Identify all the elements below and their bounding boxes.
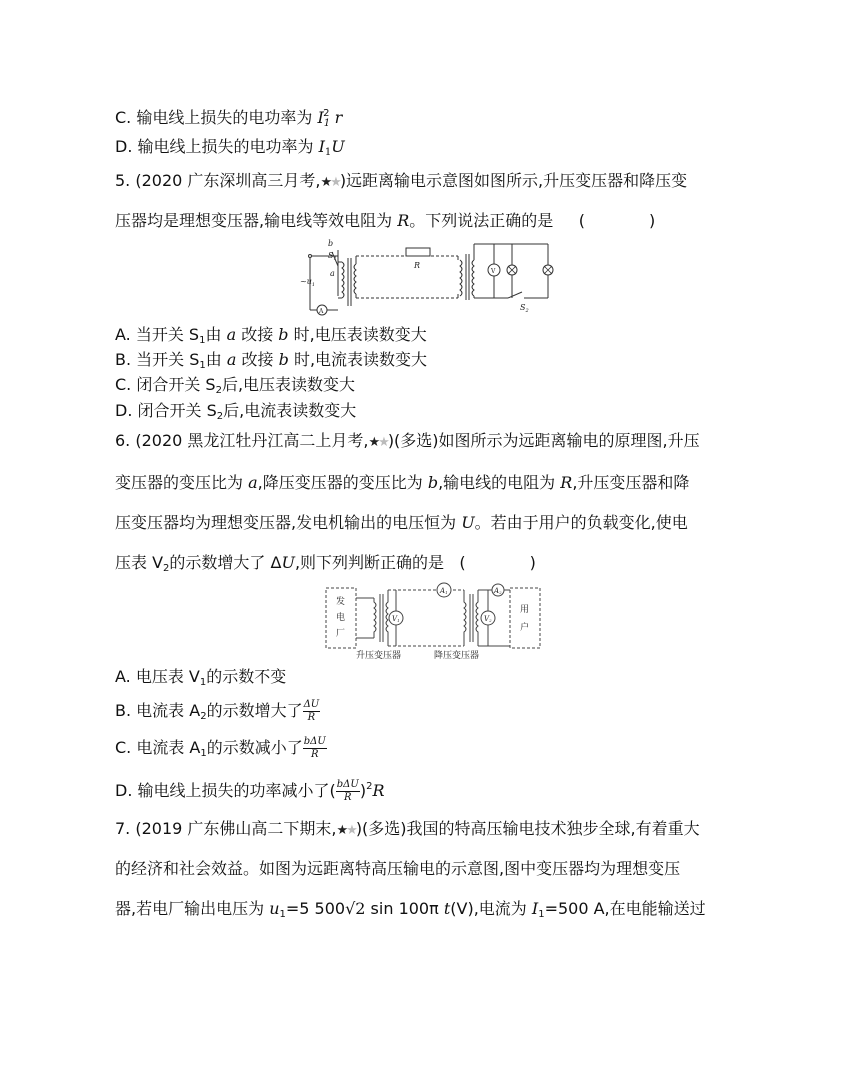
difficulty-star-icon: ★★ (368, 435, 388, 450)
q6-stem-line1: 6. (2020 黑龙江牡丹江高二上月考,★★)(多选)如图所示为远距离输电的原理图,升压 (115, 431, 700, 450)
q4-option-c: C. 输电线上损失的电功率为 $I_1^2$ r (115, 108, 343, 129)
q6-option-b: B. 电流表 $A_2$的示数增大了 $\frac{\Delta U}{R}$ (115, 699, 320, 723)
difficulty-star-icon: ★★ (336, 823, 356, 838)
svg-text:降压变压器: 降压变压器 (434, 651, 480, 661)
q6-option-d: D. 输电线上损失的功率减小了( $\frac{\text{bΔU}}{R}$ )$^2$R (115, 779, 385, 803)
q6-transmission-diagram (324, 580, 544, 662)
q6-stem-line3: 压变压器均为理想变压器,发电机输出的电压恒为 U。若由于用户的负载变化,使电 (115, 513, 688, 532)
q6-option-a: A. 电压表 $V_1$的示数不变 (115, 667, 287, 688)
q5-option-b: B. 当开关 $S_1$由 a 改接 b 时,电流表读数变大 (115, 350, 428, 371)
q7-stem-line3: 器,若电厂输出电压为 $u_1=5$ 500√2 sin 100π t(V),电流为 $I_1=500$ A,在电能输送过 (115, 899, 706, 920)
q7-stem-line2: 的经济和社会效益。如图为远距离特高压输电的示意图,图中变压器均为理想变压 (115, 859, 681, 878)
fraction: $\frac{\text{bΔU}}{R}$ (336, 779, 359, 803)
svg-text:S2: $S_2$ (520, 303, 529, 314)
svg-text:用: 用 (520, 605, 530, 615)
svg-text:V1: V1 (392, 615, 400, 623)
q5-stem-line1: 5. (2020 广东深圳高三月考,★★)远距离输电示意图如图所示,升压变压器和降压变 (115, 171, 688, 190)
q5-stem-line2: 压器均是理想变压器,输电线等效电阻为 R。下列说法正确的是 ( ) (115, 211, 656, 230)
svg-text:a: a (330, 269, 335, 278)
svg-text:A: A (319, 308, 324, 315)
q7-stem-line1: 7. (2019 广东佛山高二下期末,★★)(多选)我国的特高压输电技术独步全球,有着重大 (115, 819, 700, 838)
svg-text:发: 发 (336, 597, 346, 607)
svg-text:~u1: $\sim u_1$ (300, 277, 316, 288)
svg-text:V2: V2 (484, 615, 492, 623)
svg-text:V: V (491, 268, 496, 275)
svg-text:厂: 厂 (336, 629, 346, 639)
svg-text:A1: A1 (440, 587, 448, 595)
difficulty-star-icon: ★★ (320, 175, 340, 190)
svg-text:升压变压器: 升压变压器 (356, 651, 402, 661)
q6-stem-line4: 压表 $V_2$的示数增大了 ΔU,则下列判断正确的是 ( ) (115, 553, 536, 574)
svg-text:S1: $S_1$ (328, 251, 337, 262)
q4-option-d: D. 输电线上损失的电功率为 $I_1U$ (115, 137, 345, 158)
q5-option-a: A. 当开关 $S_1$由 a 改接 b 时,电压表读数变大 (115, 325, 427, 346)
q5-option-d: D. 闭合开关 $S_2$后,电流表读数变大 (115, 401, 357, 422)
svg-text:户: 户 (520, 623, 530, 633)
svg-text:b: b (328, 239, 334, 248)
q6-stem-line2: 变压器的变压比为 a,降压变压器的变压比为 b,输电线的电阻为 R,升压变压器和降 (115, 473, 690, 492)
fraction: $\frac{\text{bΔU}}{R}$ (303, 736, 326, 760)
q5-option-c: C. 闭合开关 $S_2$后,电压表读数变大 (115, 375, 356, 396)
svg-text:电: 电 (336, 613, 346, 623)
svg-text:A2: A2 (494, 587, 502, 595)
fraction: $\frac{\Delta U}{R}$ (303, 699, 320, 723)
q5-circuit-diagram (298, 236, 568, 318)
q6-option-c: C. 电流表 $A_1$的示数减小了 $\frac{\text{bΔU}}{R}$ (115, 736, 326, 760)
svg-text:R: R (414, 261, 421, 270)
